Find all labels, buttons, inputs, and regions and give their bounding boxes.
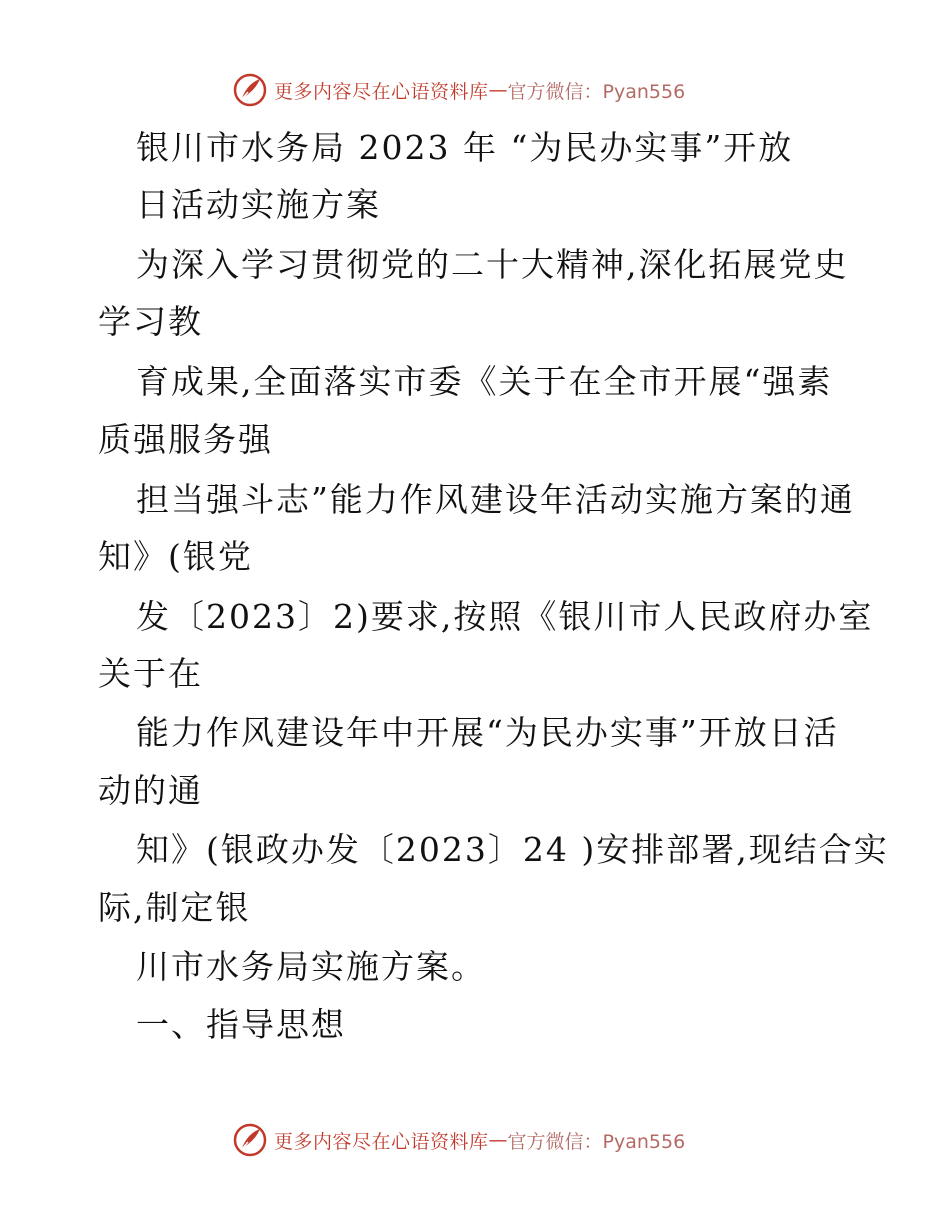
watermark-text: 更多内容尽在心语资料库: [274, 80, 489, 103]
paragraph-line: 关于在: [98, 654, 203, 693]
section-heading: 一、指导思想: [136, 1005, 346, 1044]
header-watermark: [232, 72, 685, 108]
paragraph-line: 育成果,全面落实市委《关于在全市开展“强素: [136, 362, 833, 401]
paragraph-line: 质强服务强: [98, 420, 273, 459]
paragraph-line: 知》(银党: [98, 537, 253, 576]
paragraph-line: 际,制定银: [98, 888, 251, 927]
paragraph-line: 为深入学习贯彻党的二十大精神,深化拓展党史: [136, 245, 849, 284]
watermark-dash: —: [488, 79, 508, 101]
paragraph-line: 发〔2023〕2)要求,按照《银川市人民政府办室: [136, 597, 874, 636]
title-line-2: 日活动实施方案: [136, 185, 381, 224]
paragraph-line: 担当强斗志”能力作风建设年活动实施方案的通: [136, 480, 855, 519]
feather-logo-icon: [232, 72, 268, 108]
paragraph-line: 能力作风建设年中开展“为民办实事”开放日活: [136, 713, 839, 752]
title-line-1: 银川市水务局 2023 年 “为民办实事”开放: [136, 128, 794, 167]
watermark-suffix: 官方微信：Pyan556: [507, 1130, 686, 1153]
paragraph-line: 学习教: [98, 302, 203, 341]
footer-watermark: [232, 1122, 685, 1158]
watermark-suffix: 官方微信：Pyan556: [507, 80, 686, 103]
paragraph-line: 动的通: [98, 771, 203, 810]
paragraph-line: 川市水务局实施方案。: [136, 947, 486, 986]
watermark-dash: —: [488, 1129, 508, 1151]
watermark-text: 更多内容尽在心语资料库: [274, 1130, 489, 1153]
feather-logo-icon: [232, 1122, 268, 1158]
paragraph-line: 知》(银政办发〔2023〕24 )安排部署,现结合实: [136, 830, 889, 869]
